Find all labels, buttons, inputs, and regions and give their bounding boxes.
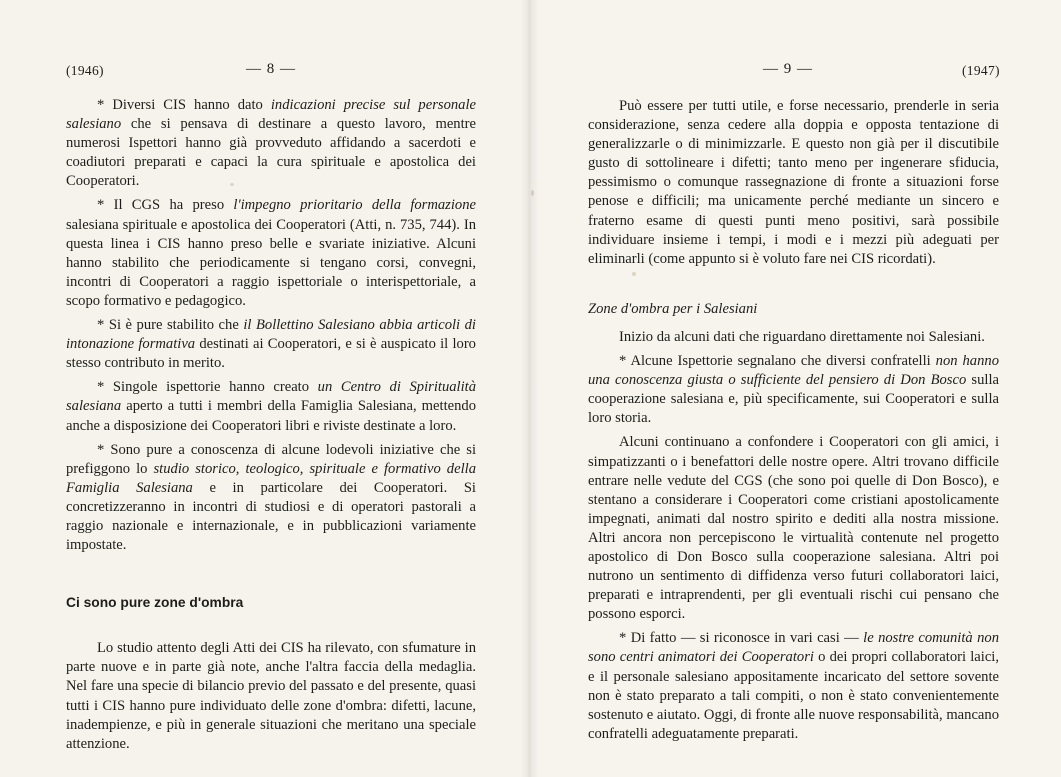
right-text-column <box>588 97 999 749</box>
subheading: Zone d'ombra per i Salesiani <box>588 300 758 317</box>
left-text-column <box>66 96 476 759</box>
paper-spot <box>632 272 636 276</box>
left-page <box>0 0 528 777</box>
right-year-label: (1947) <box>962 63 1000 78</box>
paragraph: Inizio da alcuni dati che riguardano direttamente noi Salesiani. <box>619 328 985 345</box>
section-heading: Ci sono pure zone d'ombra <box>66 595 244 611</box>
paragraph: * Il CGS ha preso l'impegno prioritario della formazione salesiana spirituale e apostolica dei Cooperatori (Atti, n. 735, 744). In questa linea i CIS hanno preso belle e svariate iniziative. Alcuni hanno stabilito che periodicamente si tengano corsi, convegni, incontri di Cooperatori a raggio ispettoriale o interispettoriale, a scopo formativo e pedagogico. <box>66 197 476 309</box>
left-year-label: (1946) <box>66 63 104 78</box>
paragraph: * Singole ispettorie hanno creato un Centro di Spiritualità salesiana aperto a tutti i membri della Famiglia Salesiana, mettendo anche a disposizione dei Cooperatori libri e riviste destinate a loro. <box>66 379 476 434</box>
paragraph: * Si è pure stabilito che il Bollettino Salesiano abbia articoli di intonazione formativa destinati ai Cooperatori, e si è auspicato il loro stesso contributo in merito. <box>66 317 476 372</box>
right-page-number: — 9 — <box>763 61 813 77</box>
paragraph: * Sono pure a conoscenza di alcune lodevoli iniziative che si prefiggono lo studio storico, teologico, spirituale e formativo della Famiglia Salesiana e in particolare dei Cooperatori. Si concretizzeranno in incontri di studiosi e di operatori pastorali a raggio nazionale e internazionale, e in pubblicazioni variamente impostate. <box>66 441 476 554</box>
left-page-number: — 8 — <box>246 61 296 77</box>
paragraph: * Diversi CIS hanno dato indicazioni precise sul personale salesiano che si pensava di destinare a questo lavoro, mentre numerosi Ispettori hanno già provveduto affidando a sacerdoti e coadiutori preparati e capaci la cura spirituale e apostolica dei Cooperatori. <box>66 97 476 190</box>
paper-spot <box>531 190 534 196</box>
paragraph: Lo studio attento degli Atti dei CIS ha rilevato, con sfumature in parte nuove e in parte già note, anche l'altra faccia della medaglia. Nel fare una specie di bilancio previo del passato e del presente, quasi tutti i CIS hanno pure individuato delle zone d'ombra: difetti, lacune, inadempienze, e più in generale situazioni che meritano una speciale attenzione. <box>66 640 476 752</box>
paragraph: Alcuni continuano a confondere i Cooperatori con gli amici, i simpatizzanti o i benefattori delle nostre opere. Altri trovano difficile entrare nelle vedute del CGS (che sono poi quelle di Don Bosco), e stentano a considerare i Cooperatori come cristiani apostolicamente impegnati, animati dal nostro spirito e dediti alla nostra missione. Altri ancora non percepiscono le virtualità contenute nel progetto apostolico di Don Bosco sulla cooperazione salesiana. Altri poi nutrono un sentimento di diffidenza verso futuri collaboratori laici, preparati e intraprendenti, per gli eventuali rischi cui pensano che possono esporci. <box>588 434 999 623</box>
book-gutter <box>520 0 540 777</box>
paragraph: * Di fatto — si riconosce in vari casi — le nostre comunità non sono centri animatori dei Cooperatori o dei propri collaboratori laici, e il personale salesiano appositamente incaricato del settore sovente non è stato preparato a tali compiti, o non è stato convenientemente sostenuto e aiutato. Oggi, di fronte alle nuove responsabilità, mancano confratelli adeguatamente preparati. <box>588 630 1000 742</box>
paragraph: * Alcune Ispettorie segnalano che diversi confratelli non hanno una conoscenza giusta o sufficiente del pensiero di Don Bosco sulla cooperazione salesiana e, più specificamente, sui Cooperatori e sulla loro storia. <box>588 353 999 427</box>
paper-spot <box>230 183 234 186</box>
paragraph: Può essere per tutti utile, e forse necessario, prenderle in seria considerazione, senza cedere alla doppia e opposta tentazione di generalizzarle o di minimizzarle. E questo non già per il discutibile gusto di sottolineare i difetti; tanto meno per ingenerare sfiducia, pessimismo o comunque rassegnazione di fronte a situazioni forse penose e difficili; ma unicamente perché mediante un sincero e fraterno esame di questi punti meno positivi, sarà possibile individuare insieme i tempi, i modi e i mezzi più adeguati per eliminarli (come appunto si è voluto fare nei CIS ricordati). <box>588 98 999 267</box>
right-page <box>530 0 1061 777</box>
